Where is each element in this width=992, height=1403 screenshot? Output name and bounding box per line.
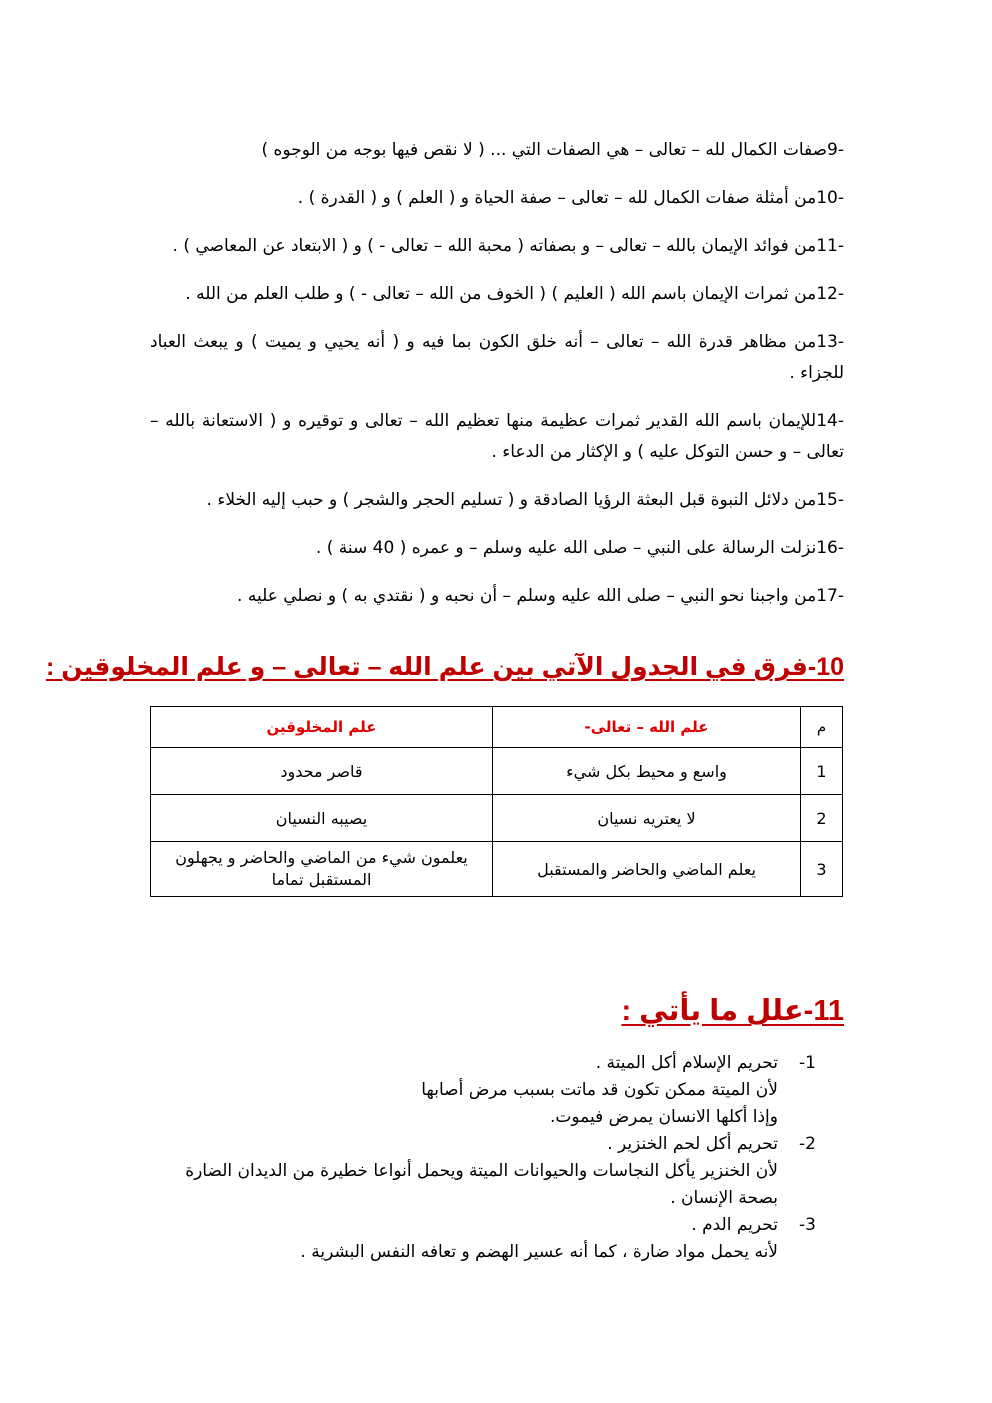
row-number: 3 (801, 842, 843, 897)
table-cell: واسع و محيط بكل شيء (493, 748, 801, 795)
table-cell: لا يعتريه نسيان (493, 795, 801, 842)
list-item: 9-صفات الكمال لله – تعالى – هي الصفات التي ... ( لا نقص فيها بوجه من الوجوه ) (261, 140, 844, 160)
column-header-number: م (801, 707, 843, 748)
section-11-heading: 11-علل ما يأتي : (621, 995, 844, 1027)
reason-answer-line: لأن الخنزير يأكل النجاسات والحيوانات الميتة ويحمل أنواعا خطيرة من الديدان الضارة بصحة الإنسان . (185, 1161, 778, 1208)
column-header-creatures-knowledge: علم المخلوقين (151, 707, 493, 748)
table-row (151, 842, 843, 897)
table-row (151, 748, 843, 795)
list-item: 13-من مظاهر قدرة الله – تعالى – أنه خلق الكون بما فيه و ( أنه يحيي و يميت ) و يبعث العباد للجزاء . (150, 332, 844, 383)
list-item: 12-من ثمرات الإيمان باسم الله ( العليم ) ( الخوف من الله – تعالى - ) و طلب العلم من الله . (185, 284, 844, 304)
list-item: 17-من واجبنا نحو النبي – صلى الله عليه وسلم – أن نحبه و ( نقتدي به ) و نصلي عليه . (237, 586, 844, 606)
reason-answer-line: وإذا أكلها الانسان يمرض فيموت. (549, 1107, 778, 1127)
list-item: 16-نزلت الرسالة على النبي – صلى الله عليه وسلم – و عمره ( 40 سنة ) . (315, 538, 844, 558)
list-item: 10-من أمثلة صفات الكمال لله – تعالى – صفة الحياة و ( العلم ) و ( القدرة ) . (297, 188, 844, 208)
reason-title: -2تحريم أكل لحم الخنزير . (607, 1134, 816, 1154)
comparison-table (150, 706, 843, 897)
list-item: 11-من فوائد الإيمان بالله – تعالى – و بصفاته ( محبة الله – تعالى - ) و ( الابتعاد عن المعاصي ) . (172, 236, 844, 256)
table-header-row (151, 707, 843, 748)
reason-title: -3تحريم الدم . (691, 1215, 816, 1235)
reason-answer-line: لأنه يحمل مواد ضارة ، كما أنه عسير الهضم و تعافه النفس البشرية . (300, 1242, 778, 1262)
column-header-allah-knowledge: علم الله – تعالى- (493, 707, 801, 748)
reasons-list (180, 1050, 816, 1266)
list-item: 15-من دلائل النبوة قبل البعثة الرؤيا الصادقة و ( تسليم الحجر والشجر ) و حبب إليه الخلاء . (206, 490, 844, 510)
reason-title: -1تحريم الإسلام أكل الميتة . (595, 1053, 816, 1073)
reason-answer-line: لأن الميتة ممكن تكون قد ماتت بسبب مرض أصابها (421, 1080, 778, 1100)
table-cell: قاصر محدود (151, 748, 493, 795)
table-cell: يعلمون شيء من الماضي والحاضر و يجهلون المستقبل تماما (151, 842, 493, 897)
section-10-heading: 10-فرق في الجدول الآتي بين علم الله – تعالى – و علم المخلوقين : (46, 653, 844, 681)
row-number: 1 (801, 748, 843, 795)
list-item: 14-للإيمان باسم الله القدير ثمرات عظيمة منها تعظيم الله – تعالى و توقيره و ( الاستعانة بالله – تعالى – و حسن التوكل عليه ) و الإكثار من الدعاء . (150, 411, 844, 462)
table-cell: يعلم الماضي والحاضر والمستقبل (493, 842, 801, 897)
row-number: 2 (801, 795, 843, 842)
answers-list (150, 118, 844, 620)
table-row (151, 795, 843, 842)
table-cell: يصيبه النسيان (151, 795, 493, 842)
